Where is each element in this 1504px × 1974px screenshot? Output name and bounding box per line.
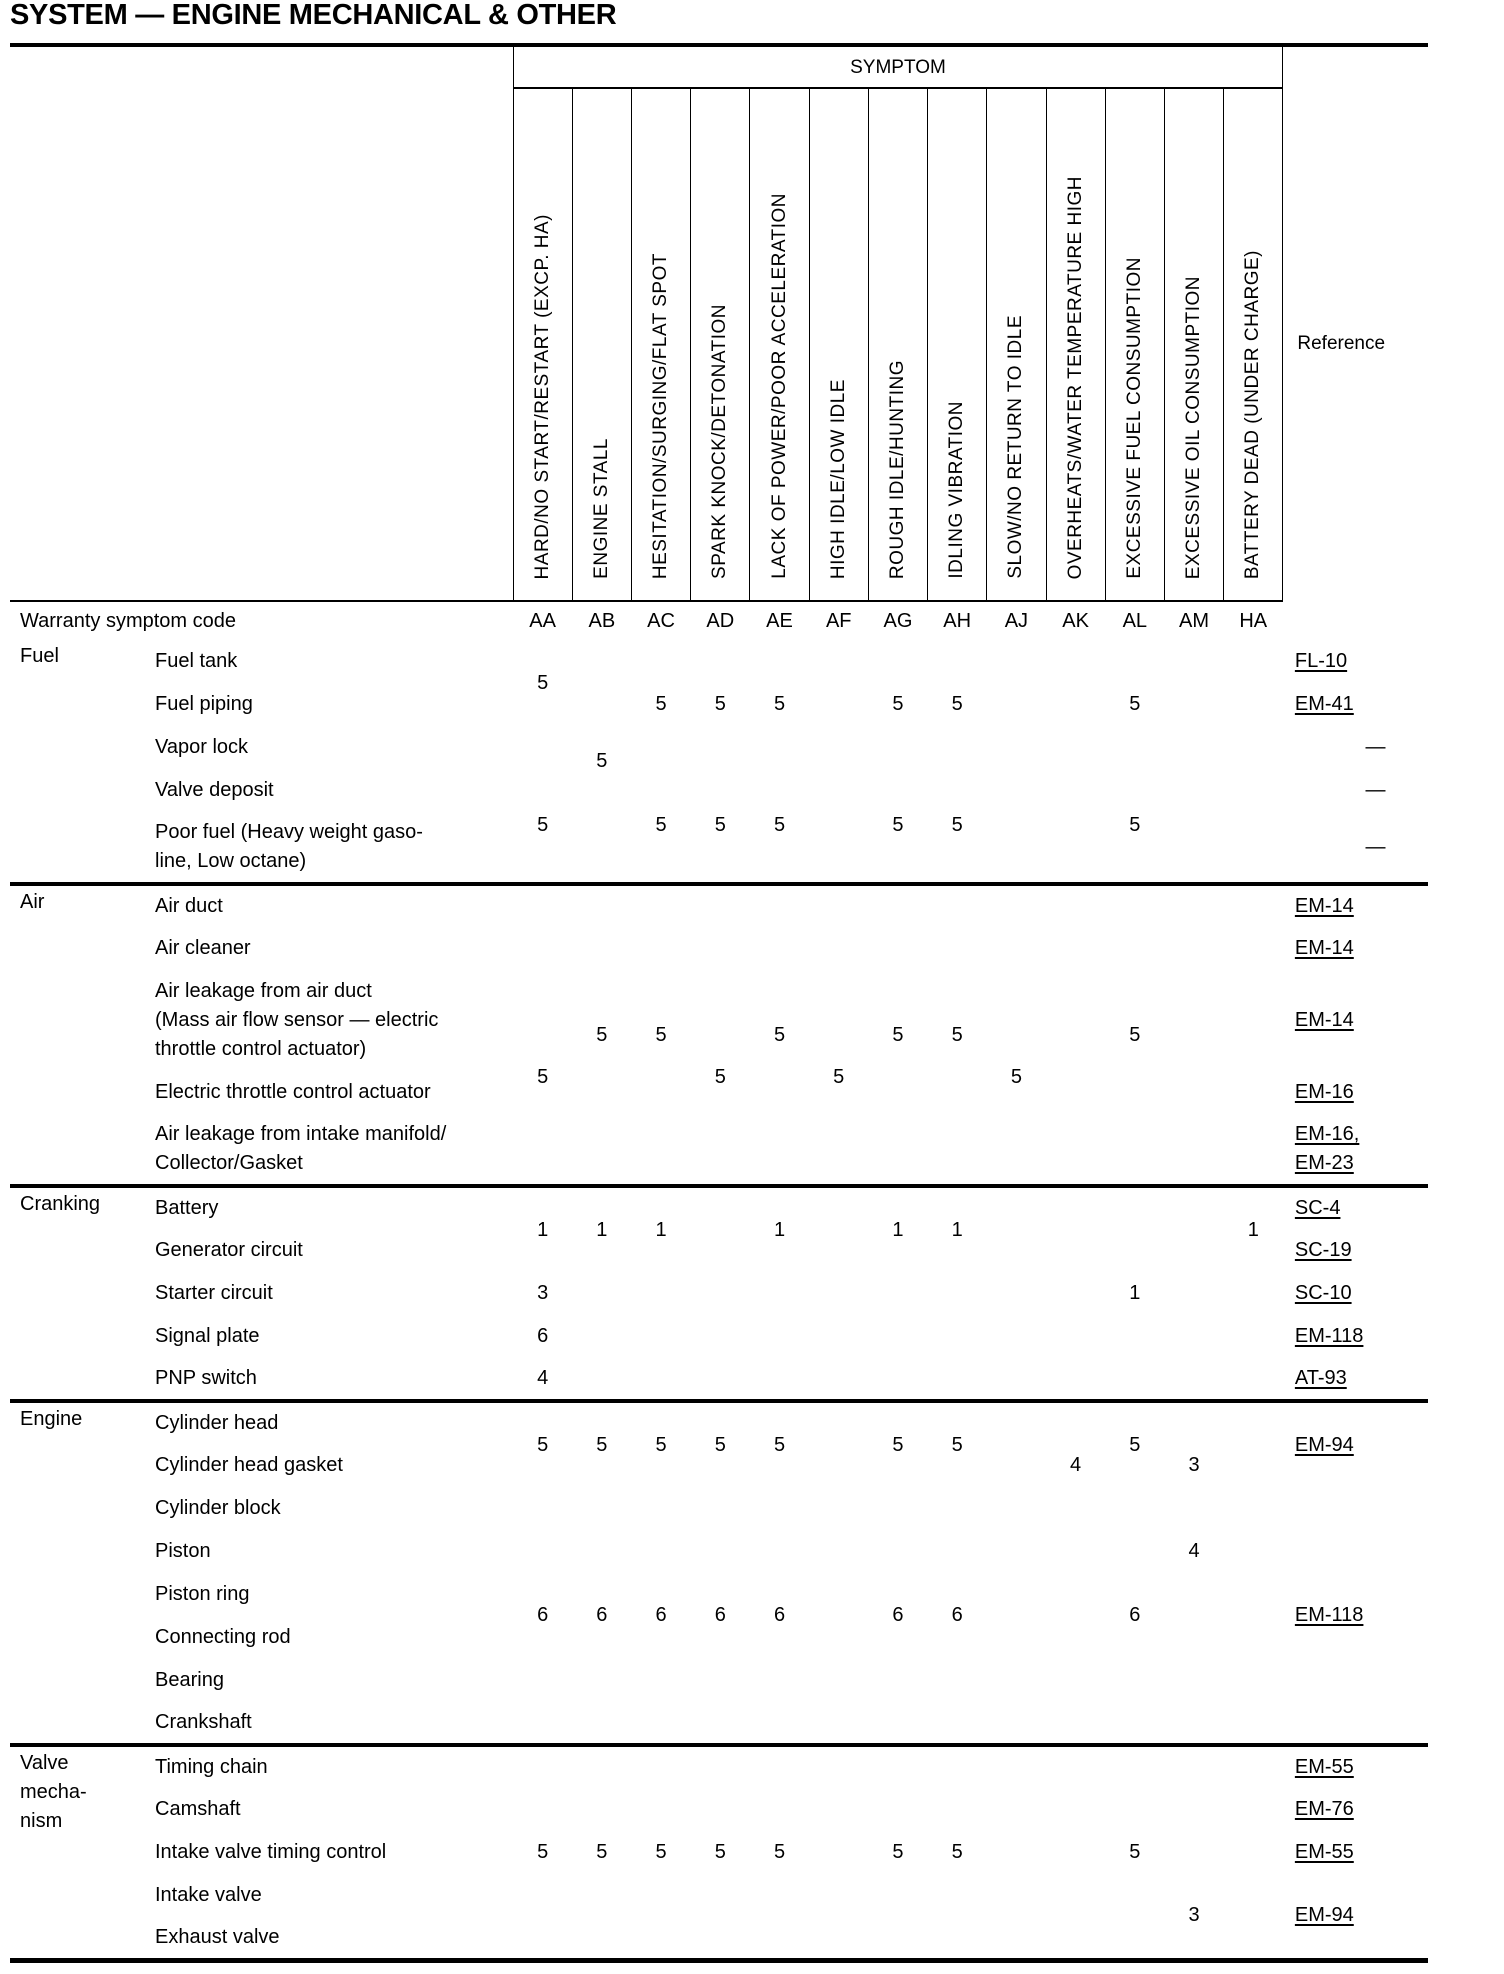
reference-link[interactable]: EM-94 — [1294, 1433, 1354, 1456]
matrix-cell-ag: 6 — [892, 1603, 904, 1626]
item-label: Crankshaft — [155, 1711, 252, 1733]
table-row — [10, 1745, 1428, 1788]
reference-cell — [1283, 1788, 1428, 1831]
matrix-cell-aa: 6 — [537, 1603, 549, 1626]
reference-cell — [1283, 1186, 1428, 1229]
matrix-cell-aj: 5 — [1010, 1065, 1022, 1088]
matrix-cell-ah — [928, 726, 987, 769]
matrix-cell-ah — [928, 1272, 987, 1401]
matrix-cell-ak — [1046, 1487, 1105, 1745]
item-label: Generator circuit — [155, 1239, 303, 1261]
reference-link[interactable]: EM-55 — [1294, 1841, 1354, 1863]
category-label: Air — [10, 884, 143, 1186]
matrix-cell-af — [809, 812, 868, 884]
symptom-name: OVERHEATS/WATER TEMPERATURE HIGH — [1064, 175, 1086, 579]
matrix-cell-ac: 1 — [631, 1186, 690, 1272]
reference-link[interactable]: EM-94 — [1294, 1904, 1354, 1927]
matrix-cell-ha — [1224, 726, 1283, 884]
symptom-header-ae — [750, 88, 809, 601]
matrix-cell-ad: 5 — [714, 693, 726, 715]
matrix-cell-ac: 5 — [631, 884, 690, 1186]
matrix-cell-am: 3 — [1188, 1454, 1200, 1476]
item-label: Starter circuit — [155, 1282, 273, 1304]
reference-cell — [1283, 884, 1428, 927]
matrix-cell-ah: 5 — [951, 693, 963, 715]
reference-link[interactable]: SC-19 — [1294, 1239, 1352, 1261]
matrix-cell-ac: 5 — [655, 814, 667, 836]
item-label: Poor fuel (Heavy weight gaso- line, Low octane) — [155, 821, 423, 872]
reference-cell — [1283, 1358, 1428, 1401]
matrix-cell-ag: 5 — [892, 814, 904, 836]
matrix-cell-al: 5 — [1105, 1745, 1164, 1960]
symptom-code: AB — [588, 609, 616, 632]
matrix-cell-al: 5 — [1105, 884, 1164, 1186]
reference-cell — [1283, 640, 1428, 683]
reference-link[interactable]: SC-10 — [1294, 1282, 1352, 1304]
matrix-cell-ac — [631, 1272, 690, 1401]
matrix-cell-aj — [987, 640, 1046, 726]
bottom-rule-line — [10, 1960, 1428, 1963]
matrix-cell-ae: 5 — [773, 814, 786, 836]
reference-cell — [1283, 1401, 1428, 1487]
symptom-name: IDLING VIBRATION — [946, 401, 968, 579]
matrix-cell-ae — [750, 1272, 809, 1401]
matrix-cell-ak — [1046, 812, 1105, 884]
matrix-cell-am — [1164, 726, 1223, 884]
symptom-code: AF — [825, 609, 852, 632]
symptom-code: AL — [1122, 609, 1148, 632]
matrix-cell-aa — [513, 726, 572, 769]
category-label: Fuel — [20, 645, 59, 667]
matrix-cell-ad — [691, 726, 750, 769]
symptom-code: AJ — [1004, 609, 1029, 632]
reference-link[interactable]: EM-118 — [1294, 1325, 1364, 1347]
matrix-cell-ac — [631, 640, 690, 683]
item-label: Vapor lock — [155, 736, 249, 758]
item-label: Intake valve timing control — [155, 1841, 387, 1863]
matrix-cell-al: 5 — [1105, 1401, 1164, 1487]
matrix-cell-ag: 1 — [868, 1186, 927, 1272]
matrix-cell-ag — [868, 1272, 927, 1401]
matrix-cell-am — [1164, 1616, 1223, 1745]
symptom-name: SLOW/NO RETURN TO IDLE — [1005, 315, 1027, 579]
symptom-name: HIGH IDLE/LOW IDLE — [827, 378, 849, 579]
reference-link[interactable]: EM-14 — [1294, 937, 1354, 959]
reference-cell — [1283, 1831, 1428, 1874]
matrix-cell-am — [1164, 640, 1223, 726]
matrix-cell-ad: 6 — [714, 1603, 726, 1626]
matrix-cell-aj — [987, 812, 1046, 884]
matrix-cell-ae: 5 — [750, 1745, 809, 1960]
matrix-cell-ab: 5 — [572, 1745, 631, 1960]
item-label: PNP switch — [155, 1367, 257, 1389]
symptom-code: AM — [1179, 609, 1210, 632]
matrix-cell-ac: 5 — [631, 1745, 690, 1960]
matrix-cell-aa — [513, 884, 572, 970]
matrix-cell-am — [1164, 1186, 1223, 1401]
symptom-name: HESITATION/SURGING/FLAT SPOT — [650, 252, 672, 579]
table-row — [10, 1186, 1428, 1229]
reference-cell — [1283, 927, 1428, 970]
reference-link[interactable]: SC-4 — [1294, 1197, 1341, 1219]
reference-header: Reference — [1297, 333, 1386, 354]
symptom-name: SPARK KNOCK/DETONATION — [709, 304, 731, 579]
matrix-cell-am: 4 — [1188, 1540, 1200, 1562]
matrix-cell-ah: 6 — [951, 1603, 963, 1626]
matrix-cell-ac: 5 — [631, 1401, 690, 1487]
symptom-name: ROUGH IDLE/HUNTING — [886, 359, 908, 579]
matrix-cell-ha — [1224, 1401, 1283, 1444]
symptom-header-ad — [691, 88, 750, 601]
matrix-cell-ag — [868, 640, 927, 683]
item-label: Fuel piping — [155, 693, 253, 715]
bottom-rule — [10, 1960, 1428, 1963]
matrix-cell-ab — [572, 1272, 631, 1401]
symptom-code: AK — [1062, 609, 1089, 632]
matrix-cell-ha — [1224, 1745, 1283, 1960]
matrix-cell-ah — [928, 640, 987, 683]
matrix-cell-ak — [1046, 726, 1105, 769]
matrix-cell-aa: 5 — [513, 1401, 572, 1487]
matrix-cell-aa: 3 — [537, 1282, 549, 1304]
symptom-code: AE — [766, 609, 793, 632]
matrix-cell-ak — [1046, 884, 1105, 1186]
item-label: Fuel tank — [155, 650, 238, 672]
symptom-header-ac — [631, 88, 690, 601]
reference-cell — [1283, 970, 1428, 1071]
item-label: Air duct — [143, 884, 513, 927]
reference-cell — [1283, 726, 1428, 769]
matrix-cell-ae — [750, 640, 809, 683]
matrix-cell-af — [809, 769, 868, 812]
item-label: Electric throttle control actuator — [155, 1081, 431, 1103]
matrix-cell-af — [809, 884, 868, 970]
reference-dash: — — [1365, 736, 1386, 758]
matrix-cell-ak: 4 — [1070, 1454, 1082, 1476]
table-row — [10, 640, 1428, 683]
matrix-cell-am — [1164, 1745, 1223, 1874]
item-label: Cylinder head — [143, 1401, 513, 1444]
matrix-cell-ag: 5 — [868, 884, 927, 1186]
matrix-cell-am — [1164, 1401, 1223, 1444]
matrix-cell-aj — [987, 769, 1046, 812]
matrix-cell-ae: 5 — [750, 884, 809, 1186]
page-title: SYSTEM — ENGINE MECHANICAL & OTHER — [10, 0, 617, 31]
symptom-code: AD — [706, 609, 735, 632]
matrix-cell-aj — [987, 1186, 1046, 1401]
symptom-code: AC — [647, 609, 675, 632]
category-label: Valve mecha- nism — [10, 1745, 143, 1960]
matrix-cell-al: 6 — [1129, 1603, 1141, 1626]
matrix-cell-al — [1105, 726, 1164, 769]
reference-cell — [1283, 1272, 1428, 1315]
matrix-cell-ah: 5 — [928, 1745, 987, 1960]
symptom-header-aj — [987, 88, 1046, 601]
symptom-header-ha — [1224, 88, 1283, 601]
reference-link[interactable]: EM-118 — [1294, 1603, 1364, 1626]
matrix-cell-ab: 1 — [572, 1186, 631, 1272]
reference-cell — [1283, 812, 1428, 884]
table-row — [10, 884, 1428, 927]
matrix-cell-ad: 5 — [691, 1401, 750, 1487]
matrix-cell-ae: 5 — [773, 693, 786, 715]
symptom-header-ab — [572, 88, 631, 601]
matrix-cell-ag: 5 — [892, 693, 904, 715]
symptom-name: BATTERY DEAD (UNDER CHARGE) — [1242, 249, 1264, 579]
symptom-header-am — [1164, 88, 1223, 601]
reference-cell — [1283, 1114, 1428, 1186]
matrix-cell-ab: 5 — [572, 1401, 631, 1487]
matrix-cell-aa: 5 — [537, 814, 549, 836]
reference-link[interactable]: FL-10 — [1294, 650, 1348, 672]
item-label: Intake valve — [155, 1884, 262, 1906]
reference-link[interactable]: EM-14 — [1294, 1009, 1354, 1031]
matrix-cell-ag: 5 — [868, 1401, 927, 1487]
matrix-cell-ha: 1 — [1224, 1186, 1283, 1272]
reference-cell — [1283, 1315, 1428, 1358]
matrix-cell-al: 1 — [1105, 1186, 1164, 1401]
reference-cell — [1283, 1071, 1428, 1114]
matrix-cell-ac: 5 — [655, 693, 667, 715]
table-row — [10, 1401, 1428, 1444]
item-label: Camshaft — [155, 1798, 241, 1820]
reference-cell — [1283, 1487, 1428, 1745]
matrix-cell-ah: 5 — [951, 814, 963, 836]
matrix-cell-aa: 6 — [537, 1325, 549, 1347]
item-label: Piston ring — [155, 1583, 250, 1605]
matrix-cell-am: 3 — [1188, 1904, 1200, 1927]
matrix-cell-aa: 5 — [537, 671, 549, 694]
symptom-header-ak — [1046, 88, 1105, 601]
matrix-cell-ac: 6 — [655, 1603, 667, 1626]
header-blank — [10, 47, 513, 601]
matrix-cell-ha — [1224, 640, 1283, 726]
matrix-cell-ae: 5 — [750, 1401, 809, 1487]
reference-link[interactable]: EM-55 — [1294, 1756, 1354, 1778]
item-label: Bearing — [155, 1669, 224, 1691]
warranty-code-label: Warranty symptom code — [20, 609, 236, 632]
matrix-cell-ae: 6 — [773, 1603, 786, 1626]
reference-cell — [1283, 769, 1428, 812]
symptom-name: EXCESSIVE FUEL CONSUMPTION — [1123, 257, 1145, 579]
matrix-cell-af — [809, 640, 868, 726]
matrix-cell-ah: 1 — [928, 1186, 987, 1272]
symptom-header-aa — [513, 88, 572, 601]
symptom-code: AH — [943, 609, 972, 632]
matrix-cell-al: 5 — [1129, 693, 1141, 715]
item-label: Timing chain — [143, 1745, 513, 1788]
matrix-cell-ah: 5 — [928, 1401, 987, 1487]
item-label: Cylinder head gasket — [155, 1454, 343, 1476]
matrix-cell-ae — [750, 726, 809, 769]
matrix-cell-ad: 5 — [691, 1745, 750, 1960]
symptom-name: HARD/NO START/RESTART (EXCP. HA) — [531, 213, 553, 579]
symptom-name: LACK OF POWER/POOR ACCELERATION — [768, 193, 790, 579]
item-label: Air cleaner — [155, 937, 251, 959]
symptom-header-ag — [868, 88, 927, 601]
symptom-code: AG — [883, 609, 913, 632]
warranty-code-row — [10, 601, 1428, 640]
matrix-cell-af — [809, 1186, 868, 1401]
reference-cell — [1283, 1229, 1428, 1272]
matrix-cell-ae: 1 — [750, 1186, 809, 1272]
matrix-cell-aa: 5 — [537, 1065, 549, 1088]
item-label: Cylinder block — [155, 1497, 281, 1519]
matrix-cell-am — [1164, 884, 1223, 1186]
matrix-cell-ag: 5 — [868, 1745, 927, 1960]
matrix-cell-ak — [1046, 769, 1105, 812]
symptom-header-af — [809, 88, 868, 601]
matrix-cell-ak — [1046, 1186, 1105, 1401]
matrix-cell-ha — [1224, 884, 1283, 1186]
reference-link[interactable]: EM-16, EM-23 — [1294, 1123, 1360, 1174]
matrix-cell-aj — [987, 884, 1046, 970]
matrix-cell-aa: 1 — [513, 1186, 572, 1272]
item-label: Signal plate — [155, 1325, 260, 1347]
reference-cell — [1283, 1874, 1428, 1960]
matrix-cell-aj — [987, 1745, 1046, 1960]
symptom-code: AA — [529, 609, 556, 632]
matrix-cell-al — [1105, 640, 1164, 683]
symptom-code: HA — [1239, 609, 1268, 632]
matrix-cell-aj — [987, 726, 1046, 769]
matrix-cell-ak — [1046, 1745, 1105, 1960]
table-row — [10, 1487, 1428, 1530]
item-label: Connecting rod — [155, 1626, 291, 1648]
reference-dash: — — [1365, 835, 1386, 858]
matrix-cell-ad — [691, 884, 750, 970]
item-label: Air leakage from air duct (Mass air flow sensor — electric throttle control actuator) — [155, 980, 439, 1060]
matrix-cell-af — [809, 1401, 868, 1745]
header-row-symptom — [10, 47, 1428, 88]
reference-link[interactable]: EM-14 — [1294, 895, 1354, 917]
reference-link[interactable]: EM-41 — [1294, 693, 1354, 715]
reference-link[interactable]: EM-76 — [1294, 1798, 1354, 1820]
reference-cell — [1283, 683, 1428, 726]
matrix-cell-af: 5 — [833, 1065, 845, 1088]
matrix-cell-aa: 4 — [537, 1367, 549, 1389]
symptom-matrix-table — [10, 43, 1428, 1963]
category-label: Cranking — [10, 1186, 143, 1401]
matrix-cell-ha — [1224, 1272, 1283, 1401]
item-label: Valve deposit — [155, 779, 274, 801]
matrix-cell-ad: 5 — [714, 1065, 726, 1088]
matrix-cell-ac — [631, 726, 690, 769]
matrix-cell-aa: 5 — [513, 1745, 572, 1960]
matrix-cell-al: 5 — [1129, 814, 1141, 836]
item-label: Exhaust valve — [155, 1925, 280, 1948]
reference-link[interactable]: AT-93 — [1294, 1367, 1347, 1389]
reference-link[interactable]: EM-16 — [1294, 1081, 1354, 1103]
symptom-name: ENGINE STALL — [590, 438, 612, 579]
matrix-cell-ad: 5 — [714, 814, 726, 836]
reference-cell — [1283, 1745, 1428, 1788]
matrix-cell-ab: 5 — [596, 749, 608, 772]
matrix-cell-aj — [987, 1401, 1046, 1745]
matrix-cell-ab: 5 — [572, 884, 631, 1186]
matrix-cell-af — [809, 726, 868, 769]
matrix-cell-ak — [1046, 640, 1105, 726]
item-label: Battery — [143, 1186, 513, 1229]
matrix-cell-ha — [1224, 1444, 1283, 1745]
matrix-cell-ah: 5 — [928, 884, 987, 1186]
item-label: Air leakage from intake manifold/ Collector/Gasket — [155, 1123, 447, 1174]
symptom-group-header: SYMPTOM — [513, 47, 1283, 88]
item-label: Piston — [155, 1540, 211, 1562]
symptom-header-ah — [928, 88, 987, 601]
symptom-header-al — [1105, 88, 1164, 601]
matrix-cell-ad — [691, 1186, 750, 1401]
matrix-cell-ab: 6 — [596, 1603, 608, 1626]
matrix-cell-ak — [1046, 1401, 1105, 1444]
matrix-cell-ad — [691, 640, 750, 683]
matrix-cell-ag — [868, 726, 927, 769]
reference-dash: — — [1365, 779, 1386, 801]
category-label: Engine — [10, 1401, 143, 1745]
symptom-name: EXCESSIVE OIL CONSUMPTION — [1183, 275, 1205, 579]
matrix-cell-af — [809, 1745, 868, 1960]
table-row — [10, 726, 1428, 769]
